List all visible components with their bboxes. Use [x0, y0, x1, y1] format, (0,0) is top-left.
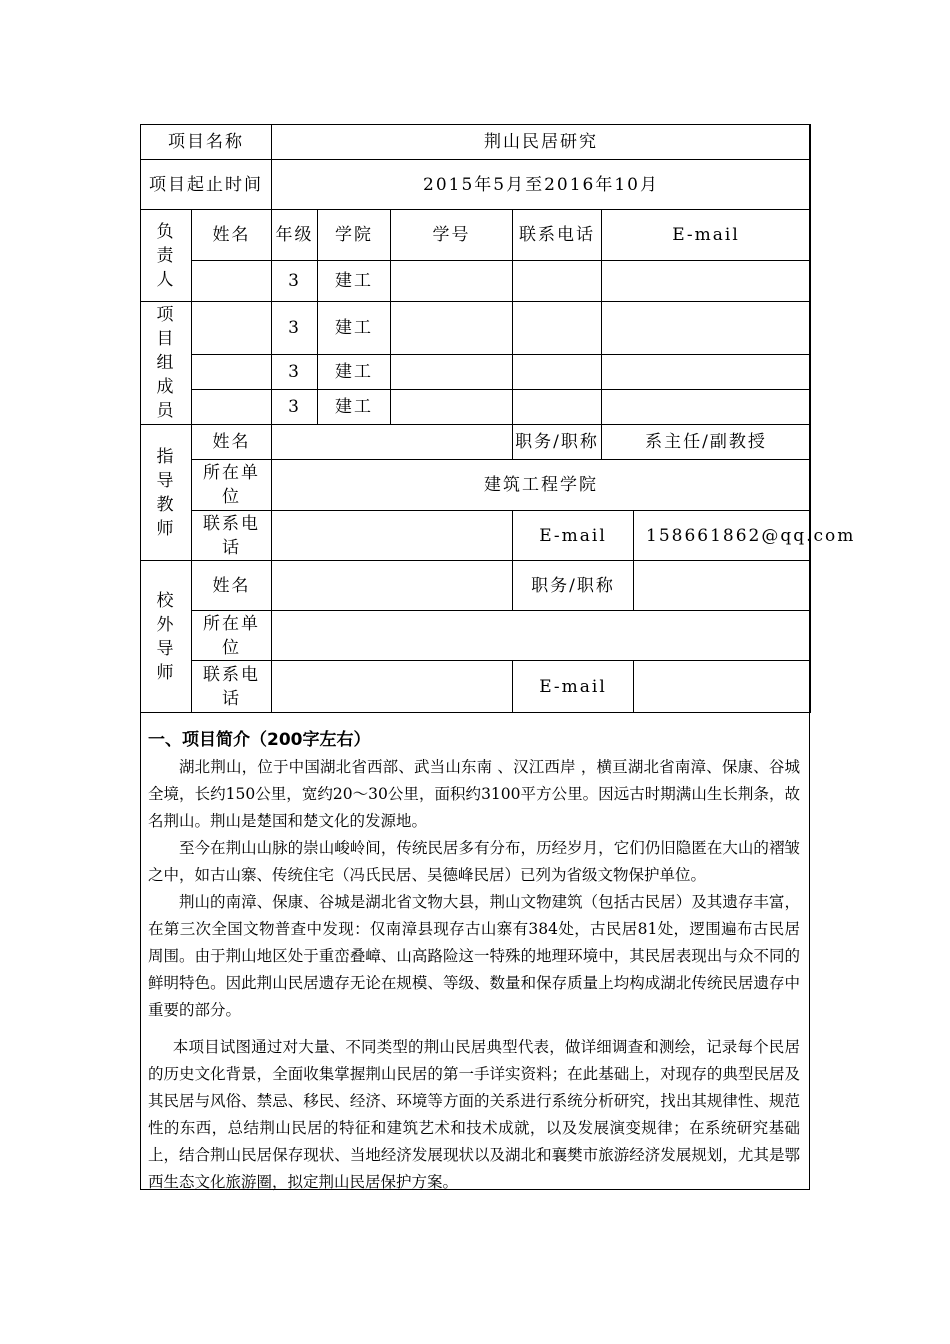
member-email-cell	[602, 355, 811, 390]
external-phone-cell	[272, 661, 513, 713]
member-grade: 3	[272, 302, 318, 355]
col-email: E-mail	[602, 210, 811, 261]
col-phone: 联系电话	[513, 210, 602, 261]
member-college: 建工	[318, 355, 391, 390]
external-email-cell	[634, 661, 811, 713]
advisor-phone-cell	[272, 511, 513, 561]
external-unit-label: 所在单位	[192, 611, 272, 661]
member-id-cell	[391, 390, 513, 425]
leader-id-cell	[391, 261, 513, 302]
advisor-email-value: 158661862@qq.com	[634, 511, 811, 561]
member-grade: 3	[272, 390, 318, 425]
external-email-label: E-mail	[513, 661, 634, 713]
external-phone-label: 联系电话	[192, 661, 272, 713]
external-label-text: 校 外 导 师	[156, 590, 176, 683]
intro-paragraph: 至今在荆山山脉的崇山峻岭间，传统民居多有分布，历经岁月，它们仍旧隐匿在大山的褶皱之中，如古山寨、传统住宅（冯氏民居、吴德峰民居）已列为省级文物保护单位。	[148, 839, 800, 884]
member-id-cell	[391, 355, 513, 390]
member-grade: 3	[272, 355, 318, 390]
advisor-name-cell	[272, 425, 513, 460]
col-grade: 年级	[272, 210, 318, 261]
external-label	[141, 561, 192, 713]
col-student-id: 学号	[391, 210, 513, 261]
leader-email-cell	[602, 261, 811, 302]
project-intro-section	[148, 722, 800, 1196]
external-title-cell	[634, 561, 811, 611]
external-title-label: 职务/职称	[513, 561, 634, 611]
advisor-name-label: 姓名	[192, 425, 272, 460]
leader-label-text: 负 责 人	[156, 221, 176, 290]
period-label: 项目起止时间	[141, 160, 272, 210]
advisor-title-value: 系主任/副教授	[602, 425, 811, 460]
leader-name-cell	[192, 261, 272, 302]
intro-paragraph: 本项目试图通过对大量、不同类型的荆山民居典型代表，做详细调查和测绘，记录每个民居的历史文化背景，全面收集掌握荆山民居的第一手详实资料；在此基础上，对现存的典型民居及其民居与风俗、禁忌、移民、经济、环境等方面的关系进行系统分析研究，找出其规律性、规范性的东西，总结荆山民居的特征和建筑艺术和技术成就，以及发展演变规律；在系统研究基础上，结合荆山民居保存现状、当地经济发展现状以及湖北和襄樊市旅游经济发展规划，尤其是鄂西生态文化旅游圈，拟定荆山民居保护方案。	[148, 1038, 800, 1191]
advisor-email-label: E-mail	[513, 511, 634, 561]
members-label	[141, 302, 192, 425]
advisor-label	[141, 425, 192, 561]
project-name-label: 项目名称	[141, 125, 272, 160]
leader-label	[141, 210, 192, 302]
member-email-cell	[602, 302, 811, 355]
external-unit-cell	[272, 611, 811, 661]
leader-college: 建工	[318, 261, 391, 302]
member-email-cell	[602, 390, 811, 425]
intro-paragraph: 湖北荆山，位于中国湖北省西部、武当山东南 、汉江西岸 ，横亘湖北省南漳、保康、谷城全境，长约150公里，宽约20～30公里，面积约3100平方公里。因远古时期满山生长荆条，故名荆山。荆山是楚国和楚文化的发源地。	[148, 758, 800, 830]
advisor-phone-label: 联系电话	[192, 511, 272, 561]
member-phone-cell	[513, 355, 602, 390]
member-name-cell	[192, 390, 272, 425]
external-name-label: 姓名	[192, 561, 272, 611]
member-name-cell	[192, 355, 272, 390]
period-value: 2015年5月至2016年10月	[272, 160, 811, 210]
member-phone-cell	[513, 302, 602, 355]
member-college: 建工	[318, 302, 391, 355]
intro-paragraph: 荆山的南漳、保康、谷城是湖北省文物大县，荆山文物建筑（包括古民居）及其遗存丰富，在第三次全国文物普查中发现：仅南漳县现存古山寨有384处，古民居81处，逻围遍布古民居周围。由于荆山地区处于重峦叠嶂、山高路险这一特殊的地理环境中，其民居表现出与众不同的鲜明特色。因此荆山民居遗存无论在规模、等级、数量和保存质量上均构成湖北传统民居遗存中重要的部分。	[148, 893, 800, 1019]
member-college: 建工	[318, 390, 391, 425]
advisor-unit-label: 所在单位	[192, 460, 272, 511]
advisor-label-text: 指 导 教 师	[156, 446, 176, 539]
col-college: 学院	[318, 210, 391, 261]
advisor-unit-value: 建筑工程学院	[272, 460, 811, 511]
members-label-text: 项 目 组 成 员	[156, 305, 176, 421]
advisor-title-label: 职务/职称	[513, 425, 602, 460]
leader-phone-cell	[513, 261, 602, 302]
col-name: 姓名	[192, 210, 272, 261]
external-name-cell	[272, 561, 513, 611]
leader-grade: 3	[272, 261, 318, 302]
project-info-table	[140, 124, 856, 713]
member-name-cell	[192, 302, 272, 355]
project-name-value: 荆山民居研究	[272, 125, 811, 160]
member-phone-cell	[513, 390, 602, 425]
member-id-cell	[391, 302, 513, 355]
intro-title: 一、项目简介（200字左右）	[148, 730, 371, 750]
